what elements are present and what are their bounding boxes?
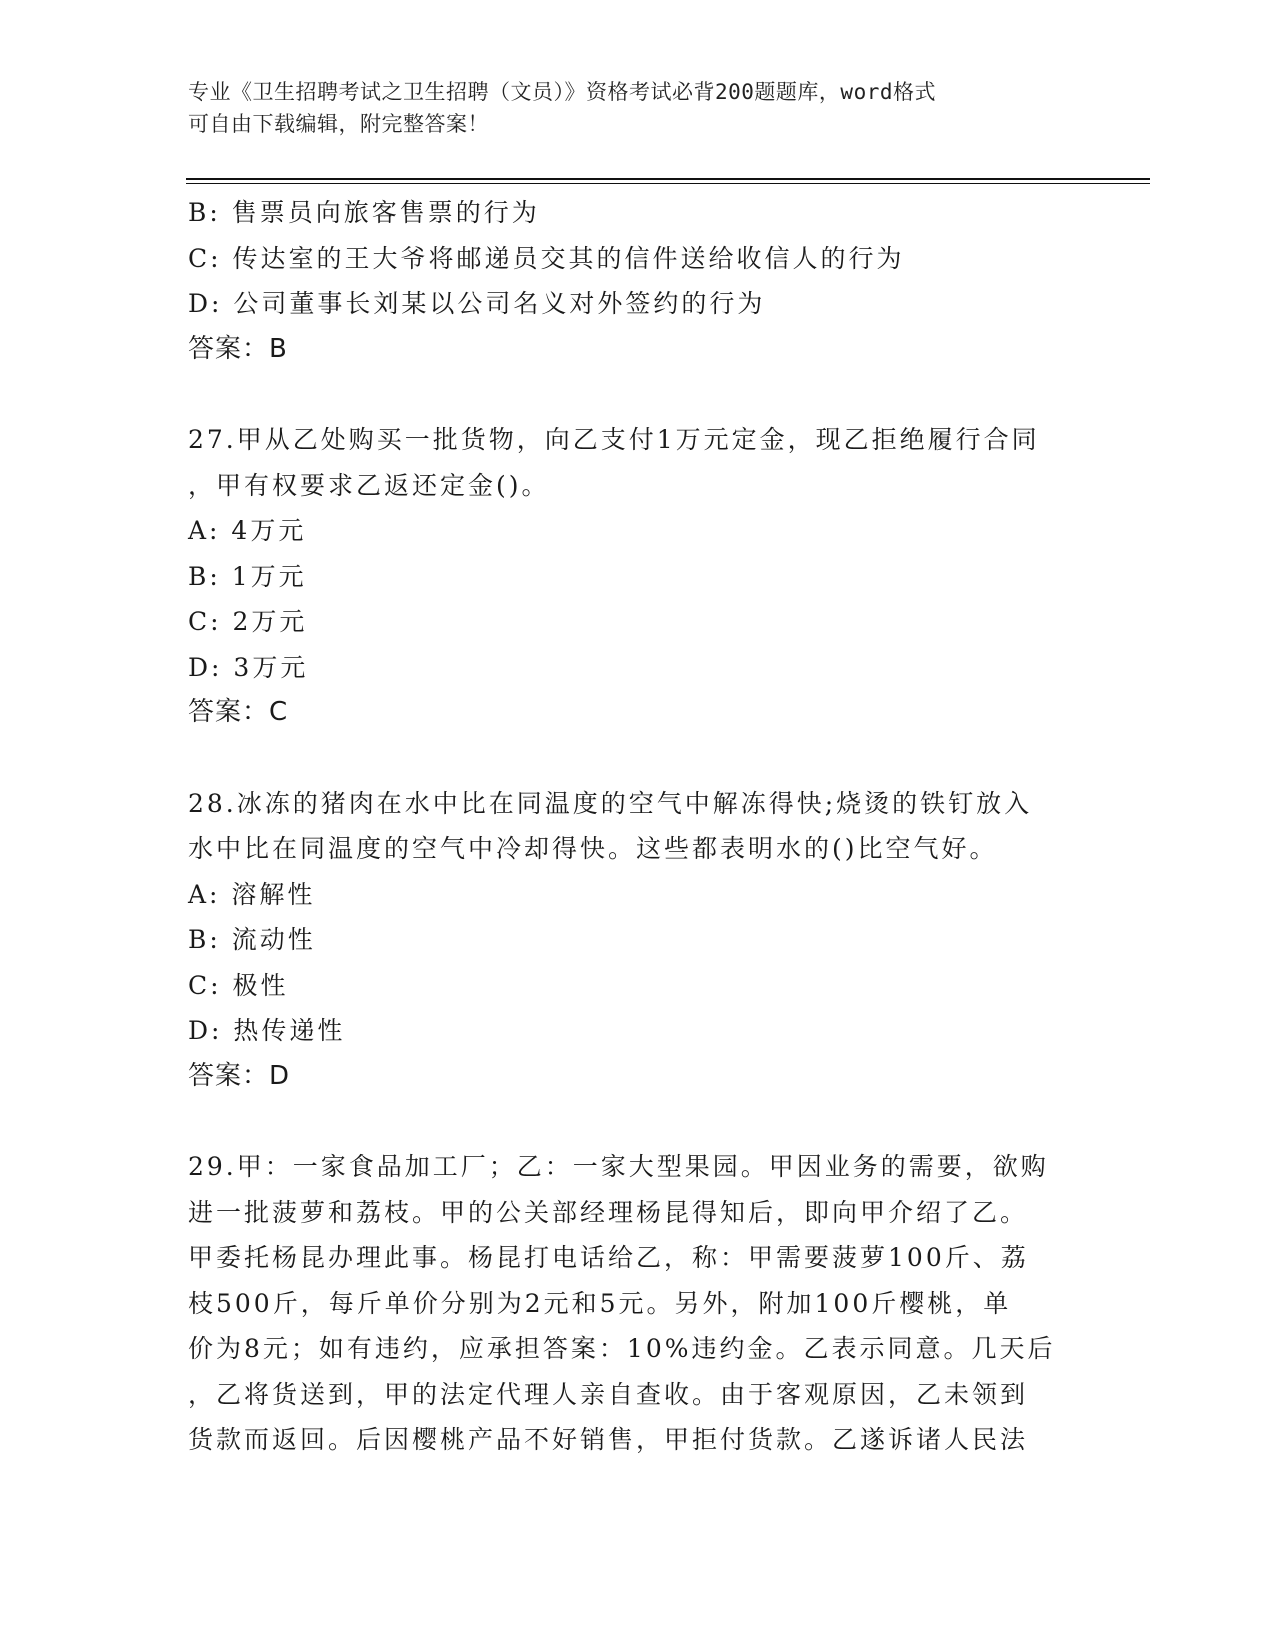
answer-line: 答案：D: [188, 1060, 291, 1091]
header-rule-thin: [186, 183, 1150, 184]
option-d: D: 3万元: [188, 652, 309, 682]
header-title-line-1: 专业《卫生招聘考试之卫生招聘（文员）》资格考试必背200题题库，word格式: [188, 80, 936, 104]
question-stem-line: 29.甲：一家食品加工厂；乙：一家大型果园。甲因业务的需要，欲购: [188, 1152, 1049, 1181]
header-rule-thick: [186, 178, 1150, 180]
option-b: B: 1万元: [188, 561, 307, 591]
option-c: C: 2万元: [188, 607, 308, 636]
question-stem-line: ，甲有权要求乙返还定金()。: [188, 470, 550, 500]
option-a: A: 4万元: [188, 516, 307, 545]
question-stem-line: 水中比在同温度的空气中冷却得快。这些都表明水的()比空气好。: [188, 834, 998, 863]
spacer: [188, 372, 1088, 417]
question-stem-line: 28.冰冻的猪肉在水中比在同温度的空气中解冻得快;烧烫的铁钉放入: [188, 788, 1033, 818]
question-27: [188, 417, 1088, 736]
question-28: [188, 781, 1088, 1100]
answer-line: 答案：C: [188, 697, 289, 727]
header-title-line-2: 可自由下载编辑，附完整答案！: [188, 112, 489, 136]
question-stem-line: 27.甲从乙处购买一批货物，向乙支付1万元定金，现乙拒绝履行合同: [188, 425, 1040, 454]
question-stem-line: ，乙将货送到，甲的法定代理人亲自查收。由于客观原因，乙未领到: [188, 1379, 1029, 1409]
question-stem-line: 价为8元；如有违约，应承担答案：10%违约金。乙表示同意。几天后: [188, 1334, 1056, 1363]
question-29: [188, 1144, 1088, 1463]
option-d: D: 热传递性: [188, 1016, 346, 1045]
document-body: [188, 190, 1088, 1463]
option-d: D: 公司董事长刘某以公司名义对外签约的行为: [188, 289, 766, 318]
document-header: [188, 76, 1088, 140]
option-c: C: 极性: [188, 970, 289, 1000]
answer-line: 答案：B: [188, 333, 288, 364]
option-a: A: 溶解性: [188, 879, 316, 909]
question-26-continued: [188, 190, 1088, 372]
option-b: B: 售票员向旅客售票的行为: [188, 198, 540, 227]
option-c: C: 传达室的王大爷将邮递员交其的信件送给收信人的行为: [188, 243, 905, 273]
question-stem-line: 进一批菠萝和荔枝。甲的公关部经理杨昆得知后，即向甲介绍了乙。: [188, 1197, 1029, 1227]
spacer: [188, 1099, 1088, 1144]
question-stem-line: 货款而返回。后因樱桃产品不好销售，甲拒付货款。乙遂诉诸人民法: [188, 1425, 1029, 1454]
spacer: [188, 736, 1088, 781]
option-b: B: 流动性: [188, 925, 316, 954]
question-stem-line: 甲委托杨昆办理此事。杨昆打电话给乙，称：甲需要菠萝100斤、荔: [188, 1243, 1029, 1272]
question-stem-line: 枝500斤，每斤单价分别为2元和5元。另外，附加100斤樱桃，单: [188, 1288, 1012, 1318]
